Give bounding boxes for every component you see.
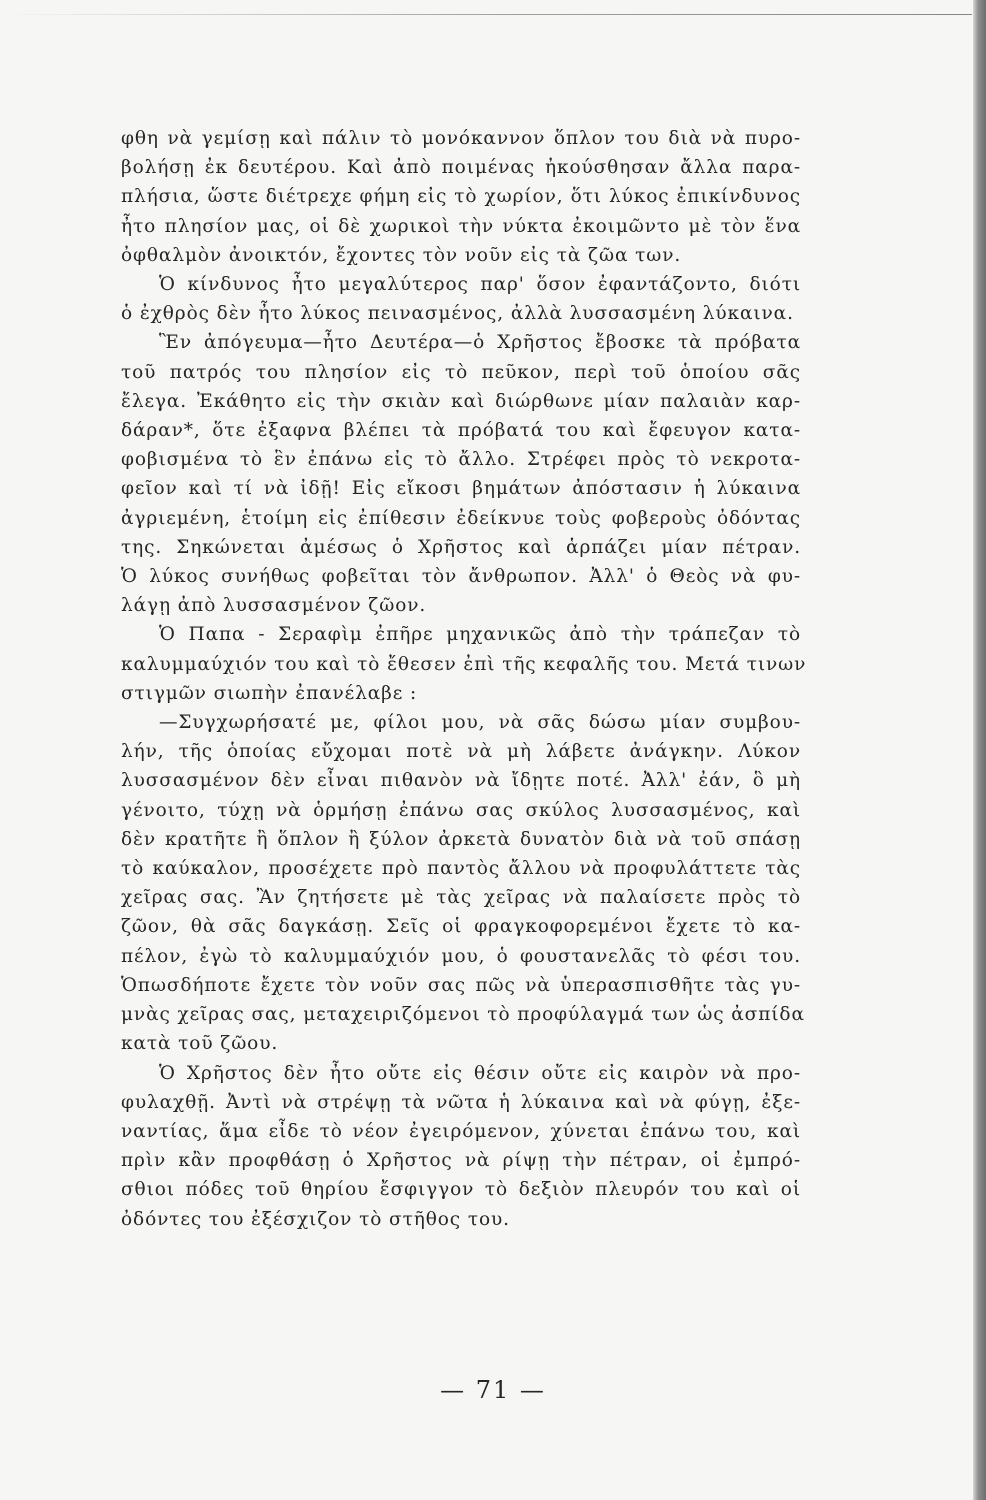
text-line: φοβισμένα τὸ ἓν ἐπάνω εἰς τὸ ἄλλο. Στρέφει πρὸς τὸ νεκροτα-: [121, 449, 801, 471]
text-line: ἀγριεμένη, ἑτοίμη εἰς ἐπίθεσιν ἐδείκνυε τοὺς φοβεροὺς ὀδόντας: [121, 507, 801, 529]
text-line: δὲν κρατῆτε ἢ ὅπλον ἢ ξύλον ἀρκετὰ δυνατὸν διὰ νὰ τοῦ σπάσῃ: [121, 828, 801, 850]
text-line: ὁ ἐχθρὸς δὲν ἦτο λύκος πεινασμένος, ἀλλὰ λυσσασμένη λύκαινα.: [121, 303, 794, 325]
text-line: κατὰ τοῦ ζῶου.: [121, 1033, 279, 1055]
text-line: φυλαχθῇ. Ἀντὶ νὰ στρέψῃ τὰ νῶτα ἡ λύκαινα καὶ νὰ φύγῃ, ἐξε-: [121, 1091, 801, 1113]
page-number: — 71 —: [440, 1376, 546, 1404]
text-line: ἦτο πλησίον μας, οἱ δὲ χωρικοὶ τὴν νύκτα ἐκοιμῶντο μὲ τὸν ἕνα: [121, 215, 801, 237]
text-line: φθη νὰ γεμίσῃ καὶ πάλιν τὸ μονόκαννον ὅπλον του διὰ νὰ πυρο-: [121, 128, 801, 149]
text-line: ναντίας, ἅμα εἶδε τὸ νέον ἐγειρόμενον, χύνεται ἐπάνω του, καὶ: [121, 1120, 801, 1142]
text-line: ἔλεγα. Ἐκάθητο εἰς τὴν σκιὰν καὶ διώρθωνε μίαν παλαιὰν καρ-: [121, 390, 801, 412]
scan-top-edge-line: [0, 14, 972, 15]
text-line: Ὁ κίνδυνος ἦτο μεγαλύτερος παρ' ὅσον ἐφαντάζοντο, διότι: [159, 274, 801, 296]
text-line: Ὁπωσδήποτε ἔχετε τὸν νοῦν σας πῶς νὰ ὑπερασπισθῆτε τὰς γυ-: [121, 974, 801, 996]
text-line: ζῶον, θὰ σᾶς δαγκάσῃ. Σεῖς οἱ φραγκοφορεμένοι ἔχετε τὸ κα-: [121, 916, 801, 938]
text-line: λάγῃ ἀπὸ λυσσασμένον ζῶον.: [121, 595, 427, 617]
text-line: Ὁ λύκος συνήθως φοβεῖται τὸν ἄνθρωπον. Ἀλλ' ὁ Θεὸς νὰ φυ-: [121, 566, 801, 588]
text-line: φεῖον καὶ τί νὰ ἰδῇ! Εἰς εἴκοσι βημάτων ἀπόστασιν ἡ λύκαινα: [121, 478, 801, 500]
text-line: Ὁ Χρῆστος δὲν ἦτο οὔτε εἰς θέσιν οὔτε εἰς καιρὸν νὰ προ-: [159, 1062, 801, 1084]
text-line: σθιοι πόδες τοῦ θηρίου ἔσφιγγον τὸ δεξιὸν πλευρόν του καὶ οἱ: [121, 1179, 801, 1201]
text-line: τοῦ πατρός του πλησίον εἰς τὸ πεῦκον, περὶ τοῦ ὁποίου σᾶς: [121, 361, 801, 383]
text-line: βολήσῃ ἐκ δευτέρου. Καὶ ἀπὸ ποιμένας ἠκούσθησαν ἄλλα παρα-: [121, 157, 801, 179]
body-text: [121, 124, 807, 1234]
text-line: πρὶν κἂν προφθάσῃ ὁ Χρῆστος νὰ ρίψῃ τὴν πέτραν, οἱ ἐμπρό-: [121, 1150, 801, 1172]
text-line: —Συγχωρήσατέ με, φίλοι μου, νὰ σᾶς δώσω μίαν συμβου-: [159, 712, 801, 734]
text-line: ὀδόντες του ἐξέσχιζον τὸ στῆθος του.: [121, 1208, 510, 1230]
text-line: στιγμῶν σιωπὴν ἐπανέλαβε :: [121, 682, 418, 704]
scan-right-edge-shadow: [973, 0, 986, 1500]
text-line: γένοιτο, τύχῃ νὰ ὁρμήσῃ ἐπάνω σας σκύλος λυσσασμένος, καὶ: [121, 799, 801, 821]
text-line: Ἓν ἀπόγευμα—ἦτο Δευτέρα—ὁ Χρῆστος ἔβοσκε τὰ πρόβατα: [159, 332, 801, 354]
text-line: λήν, τῆς ὁποίας εὔχομαι ποτὲ νὰ μὴ λάβετε ἀνάγκην. Λύκον: [121, 741, 801, 763]
text-line: πλήσια, ὥστε διέτρεχε φήμη εἰς τὸ χωρίον, ὅτι λύκος ἐπικίνδυνος: [121, 186, 801, 208]
text-line: Ὁ Παπα - Σεραφὶμ ἐπῆρε μηχανικῶς ἀπὸ τὴν τράπεζαν τὸ: [159, 624, 801, 646]
text-line: της. Σηκώνεται ἀμέσως ὁ Χρῆστος καὶ ἁρπάζει μίαν πέτραν.: [121, 536, 801, 558]
text-line: δάραν*, ὅτε ἐξαφνα βλέπει τὰ πρόβατά του καὶ ἔφευγον κατα-: [121, 420, 801, 442]
text-line: καλυμμαύχιόν του καὶ τὸ ἔθεσεν ἐπὶ τῆς κεφαλῆς του. Μετά τινων: [121, 653, 807, 675]
text-line: πέλον, ἐγὼ τὸ καλυμμαύχιόν μου, ὁ φουστανελᾶς τὸ φέσι του.: [121, 945, 801, 967]
text-line: ὀφθαλμὸν ἀνοικτόν, ἔχοντες τὸν νοῦν εἰς τὰ ζῶα των.: [121, 244, 682, 266]
text-line: χεῖρας σας. Ἂν ζητήσετε μὲ τὰς χεῖρας νὰ παλαίσετε πρὸς τὸ: [121, 887, 801, 909]
text-line: μνὰς χεῖρας σας, μεταχειριζόμενοι τὸ προφύλαγμά των ὡς ἀσπίδα: [121, 1004, 805, 1026]
text-line: λυσσασμένον δὲν εἶναι πιθανὸν νὰ ἴδῃτε ποτέ. Ἀλλ' ἐάν, ὃ μὴ: [121, 770, 801, 792]
text-line: τὸ καύκαλον, προσέχετε πρὸ παντὸς ἄλλου νὰ προφυλάττετε τὰς: [121, 858, 801, 880]
